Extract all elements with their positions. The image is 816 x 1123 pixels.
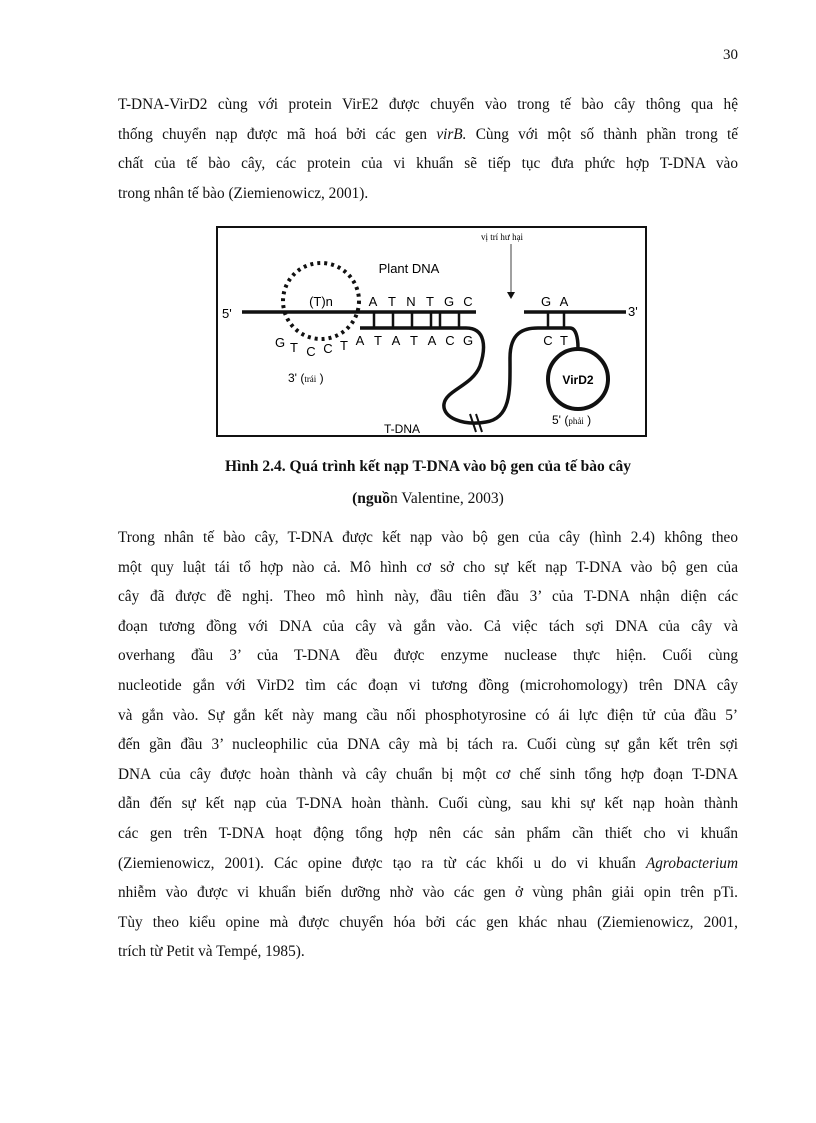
damage-site-label: vị trí hư hại: [480, 232, 524, 242]
text-line: [118, 612, 738, 642]
paragraph-intro: [118, 90, 738, 208]
text-line: [118, 760, 738, 790]
text-run: cây đã được đề nghị. Theo mô hình này, đầu tiên đầu 3’ của T-DNA nhận diện các: [118, 588, 738, 606]
text-run: DNA của cây được hoàn thành và cây chuẩn bị một cơ chế sinh tổng hợp đoạn T-DNA: [118, 765, 738, 783]
top-base: T: [388, 294, 396, 309]
tdna-right-base: C: [543, 333, 553, 348]
tdna-label: T-DNA: [384, 422, 420, 435]
text-line: [118, 582, 738, 612]
text-line: [118, 523, 738, 553]
text-line: [118, 553, 738, 583]
text-run: đoạn tương đồng với DNA của cây và gắn vào. Cả việc tách sợi DNA của cây và: [118, 617, 738, 635]
five-prime-right-end-close-paren: ): [583, 413, 592, 427]
caption-source-rest: n Valentine, 2003): [390, 490, 504, 507]
page-number: 30: [723, 47, 738, 63]
tdna-base: G: [462, 333, 474, 348]
top-base: A: [368, 294, 378, 309]
text-run: (Ziemienowicz, 2001). Các opine được tạo ra từ các khối u do vi khuẩn: [118, 854, 646, 872]
text-line: [118, 730, 738, 760]
tdna-base: T: [374, 333, 382, 348]
top-base: C: [463, 294, 473, 309]
text-line: [118, 90, 738, 120]
virD2-label: VirD2: [562, 373, 594, 387]
figure-caption-source: [118, 490, 738, 508]
tn-label: (T)n: [309, 294, 333, 309]
text-line: [118, 641, 738, 671]
five-prime-right-end-open-paren: (: [564, 413, 569, 427]
top-base-right: A: [559, 294, 569, 309]
damage-site-arrowhead: [507, 292, 515, 299]
top-base: G: [443, 294, 455, 309]
text-run: nucleotide gắn với VirD2 tìm các đoạn vi tương đồng (microhomology) trên DNA cây: [118, 676, 738, 694]
three-prime-left-end-open-paren: (: [300, 371, 305, 385]
five-prime-right-end-number: 5': [552, 413, 561, 427]
text-run: dẫn đến sự kết nạp của T-DNA hoàn thành. Cuối cùng, sau khi sự kết nạp hoàn thành: [118, 795, 738, 813]
text-run: đến gần đầu 3’ nucleophilic của DNA cây mà bị tách ra. Cuối cùng sự gắn kết trên sợi: [118, 736, 738, 754]
three-prime-right-label: 3': [628, 304, 638, 319]
three-prime-left-end-label: [288, 371, 324, 385]
text-line: [118, 819, 738, 849]
text-run: chất của tế bào cây, các protein của vi khuẩn sẽ tiếp tục đưa phức hợp T-DNA vào: [118, 155, 738, 173]
text-line: [118, 849, 738, 879]
text-run: nhiễm vào được vi khuẩn biến dưỡng nhờ vào các gen ở vùng phân giải opin trên pTi.: [118, 884, 738, 902]
tdna-base: T: [410, 333, 418, 348]
text-run: các gen trên T-DNA hoạt động tổng hợp nên các sản phẩm cần thiết cho vi khuẩn: [118, 824, 738, 842]
base-pair-rungs-left: [374, 312, 459, 328]
three-prime-left-end-note: trái: [304, 374, 317, 384]
text-line: [118, 937, 738, 967]
top-base: T: [426, 294, 434, 309]
italic-term: Agrobacterium: [645, 854, 738, 872]
text-run: thống chuyển nạp được mã hoá bởi các gen: [118, 125, 437, 143]
text-run: trích từ Petit và Tempé, 1985).: [118, 943, 305, 961]
tdna-base: A: [355, 333, 365, 348]
text-run: T-DNA-VirD2 cùng với protein VirE2 được chuyển vào trong tế bào cây thông qua hệ: [118, 96, 738, 113]
five-prime-left-label: 5': [222, 306, 232, 321]
tdna-right-base: T: [560, 333, 568, 348]
text-line: [118, 908, 738, 938]
text-line: [118, 701, 738, 731]
text-run: Tùy theo kiểu opine mà được chuyển hóa bởi các gen khác nhau (Ziemienowicz, 2001,: [118, 913, 738, 931]
figure-tdna-integration: [216, 226, 647, 437]
three-prime-left-end-close-paren: ): [316, 371, 324, 385]
text-line: [118, 789, 738, 819]
paragraph-integration: [118, 523, 738, 967]
tdna-base: C: [445, 333, 455, 348]
text-run: trong nhân tế bào (Ziemienowicz, 2001).: [118, 184, 369, 202]
five-prime-right-end-label: [552, 413, 591, 427]
base-pair-rungs-right: [548, 312, 564, 328]
text-run: Trong nhân tế bào cây, T-DNA được kết nạp vào bộ gen của cây (hình 2.4) không theo: [118, 529, 738, 546]
text-line: [118, 120, 738, 150]
tdna-tail-base: G: [274, 335, 286, 350]
tdna-tail-base: C: [323, 341, 333, 356]
tdna-base: A: [391, 333, 401, 348]
five-prime-right-end-note: phải: [568, 416, 584, 426]
tdna-tail-base: T: [340, 338, 348, 353]
three-prime-left-end-number: 3': [288, 371, 297, 385]
text-line: [118, 878, 738, 908]
text-run: Cùng với một số thành phần trong tế: [466, 125, 738, 143]
text-run: một quy luật tái tổ hợp nào cả. Mô hình cơ sở cho sự kết nạp T-DNA vào bộ gen của: [118, 558, 738, 576]
plant-dna-label: Plant DNA: [378, 261, 440, 276]
top-base: N: [406, 294, 416, 309]
tdna-tail-base: T: [290, 340, 298, 355]
figure-diagram: [218, 228, 645, 435]
text-line: [118, 179, 738, 209]
tdna-tail-base: C: [306, 344, 316, 359]
text-line: [118, 671, 738, 701]
top-base-right: G: [540, 294, 552, 309]
tdna-base: A: [427, 333, 437, 348]
caption-source-prefix: (nguồ: [352, 490, 391, 507]
figure-caption-title: Hình 2.4. Quá trình kết nạp T-DNA vào bộ gen của tế bào cây: [224, 458, 632, 475]
italic-term: virB.: [436, 125, 467, 143]
text-line: [118, 149, 738, 179]
text-run: và gắn vào. Sự gắn kết này mang cầu nối phosphotyrosine có ái lực điện tử của đầu 5’: [118, 706, 738, 724]
text-run: overhang đầu 3’ của T-DNA đều được enzyme nuclease thực hiện. Cuối cùng: [118, 647, 738, 665]
